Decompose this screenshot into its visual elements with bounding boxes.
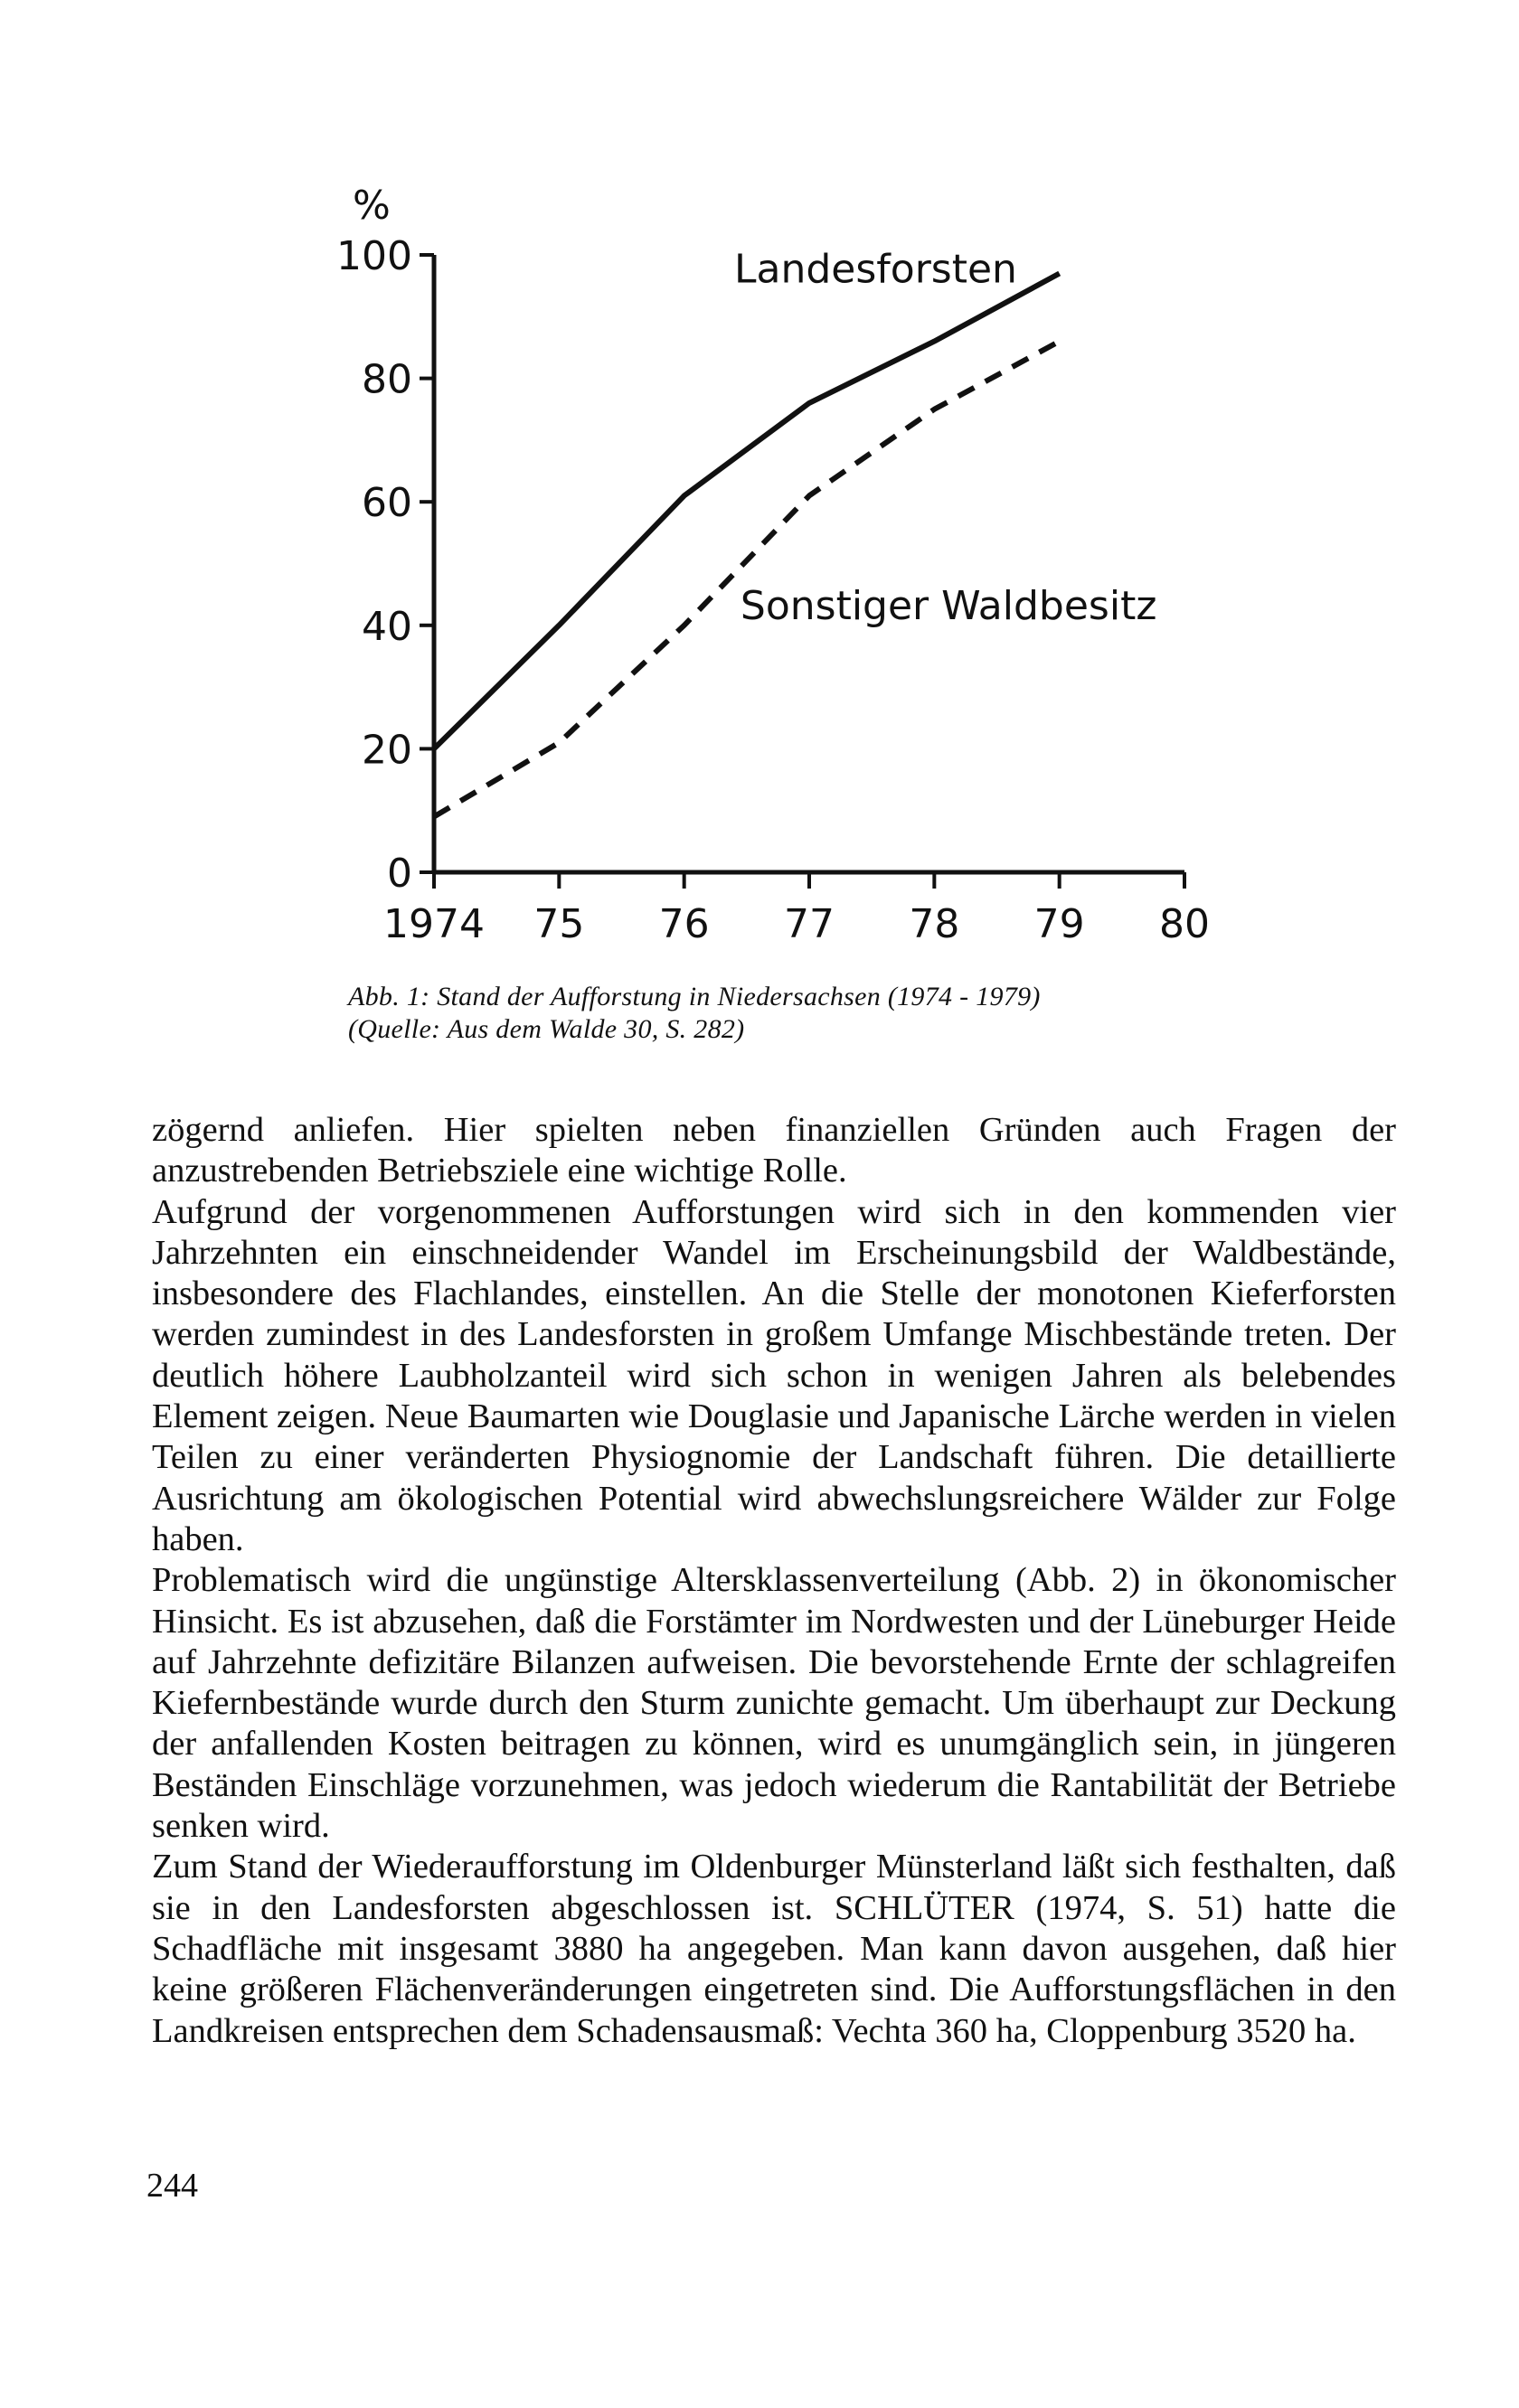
- x-tick-label: 79: [1033, 901, 1085, 947]
- chart-series-labels: [734, 247, 1156, 629]
- paragraph-4: Zum Stand der Wiederaufforstung im Oldenburger Münsterland läßt sich festhalten, daß sie in den Landesforsten abgeschlossen ist. SCHLÜTER (1974, S. 51) hatte die Schadfläche mit insgesamt 3880 ha angegeben. Man kann davon ausgehen, daß hier keine größeren Flächenveränderungen eingetreten sind. Die Aufforstungsflächen in den Landkreisen entsprechen dem Schadensausmaß: Vechta 360 ha, Cloppenburg 3520 ha.: [152, 1848, 1396, 2050]
- solid-series-line: [434, 274, 1060, 749]
- y-tick-label: 60: [362, 480, 412, 527]
- afforestation-line-chart: [326, 163, 1212, 958]
- y-axis-unit-label: %: [353, 183, 391, 229]
- figure-caption: [348, 981, 1252, 1046]
- x-tick-label: 75: [533, 901, 585, 947]
- dashed-series-line: [434, 342, 1060, 817]
- x-axis-ticks: [383, 872, 1210, 947]
- y-tick-label: 80: [362, 356, 412, 403]
- x-tick-label: 1974: [383, 901, 485, 947]
- x-tick-label: 80: [1159, 901, 1210, 947]
- y-tick-label: 40: [362, 603, 412, 650]
- chart-axes: [434, 255, 1184, 872]
- y-axis-ticks: [336, 233, 434, 897]
- caption-line-2: (Quelle: Aus dem Walde 30, S. 282): [348, 1014, 745, 1044]
- paragraph-1: zögernd anliefen. Hier spielten neben finanziellen Gründen auch Fragen der anzustrebenden Betriebsziele eine wichtige Rolle.: [152, 1111, 1396, 1190]
- y-tick-label: 20: [362, 727, 412, 774]
- y-tick-label: 0: [387, 851, 412, 897]
- x-tick-label: 78: [909, 901, 960, 947]
- series-label: Landesforsten: [734, 246, 1017, 293]
- body-text: [152, 1110, 1396, 2052]
- paragraph-2: Aufgrund der vorgenommenen Aufforstungen wird sich in den kommenden vier Jahrzehnten ein einschneidender Wandel im Erscheinungsbild der Waldbestände, insbesondere des Flachlandes, einstellen. An die Stelle der monotonen Kieferforsten werden zumindest in des Landesforsten in großem Umfange Mischbestände treten. Der deutlich höhere Laubholzanteil wird sich schon in wenigen Jahren als belebendes Element zeigen. Neue Baumarten wie Douglasie und Japanische Lärche werden in vielen Teilen zu einer veränderten Physiognomie der Landschaft führen. Die detaillierte Ausrichtung am ökologischen Potential wird abwechslungsreichere Wälder zur Folge haben.: [152, 1192, 1396, 1558]
- page-number: 244: [146, 2167, 198, 2205]
- caption-line-1: Abb. 1: Stand der Aufforstung in Niedersachsen (1974 - 1979): [348, 982, 1041, 1011]
- paragraph-3: Problematisch wird die ungünstige Altersklassenverteilung (Abb. 2) in ökonomischer Hinsicht. Es ist abzusehen, daß die Forstämter im Nordwesten und der Lüneburger Heide auf Jahrzehnte defizitäre Bilanzen aufweisen. Die bevorstehende Ernte der schlagreifen Kiefernbestände wurde durch den Sturm zunichte gemacht. Um überhaupt zur Deckung der anfallenden Kosten beitragen zu können, wird es unumgänglich sein, in jüngeren Beständen Einschläge vorzunehmen, was jedoch wiederum die Rantabilität der Betriebe senken wird.: [152, 1561, 1396, 1846]
- x-tick-label: 77: [784, 901, 835, 947]
- chart-series: [434, 274, 1060, 817]
- y-tick-label: 100: [336, 233, 412, 279]
- series-label: Sonstiger Waldbesitz: [740, 582, 1157, 629]
- x-tick-label: 76: [658, 901, 710, 947]
